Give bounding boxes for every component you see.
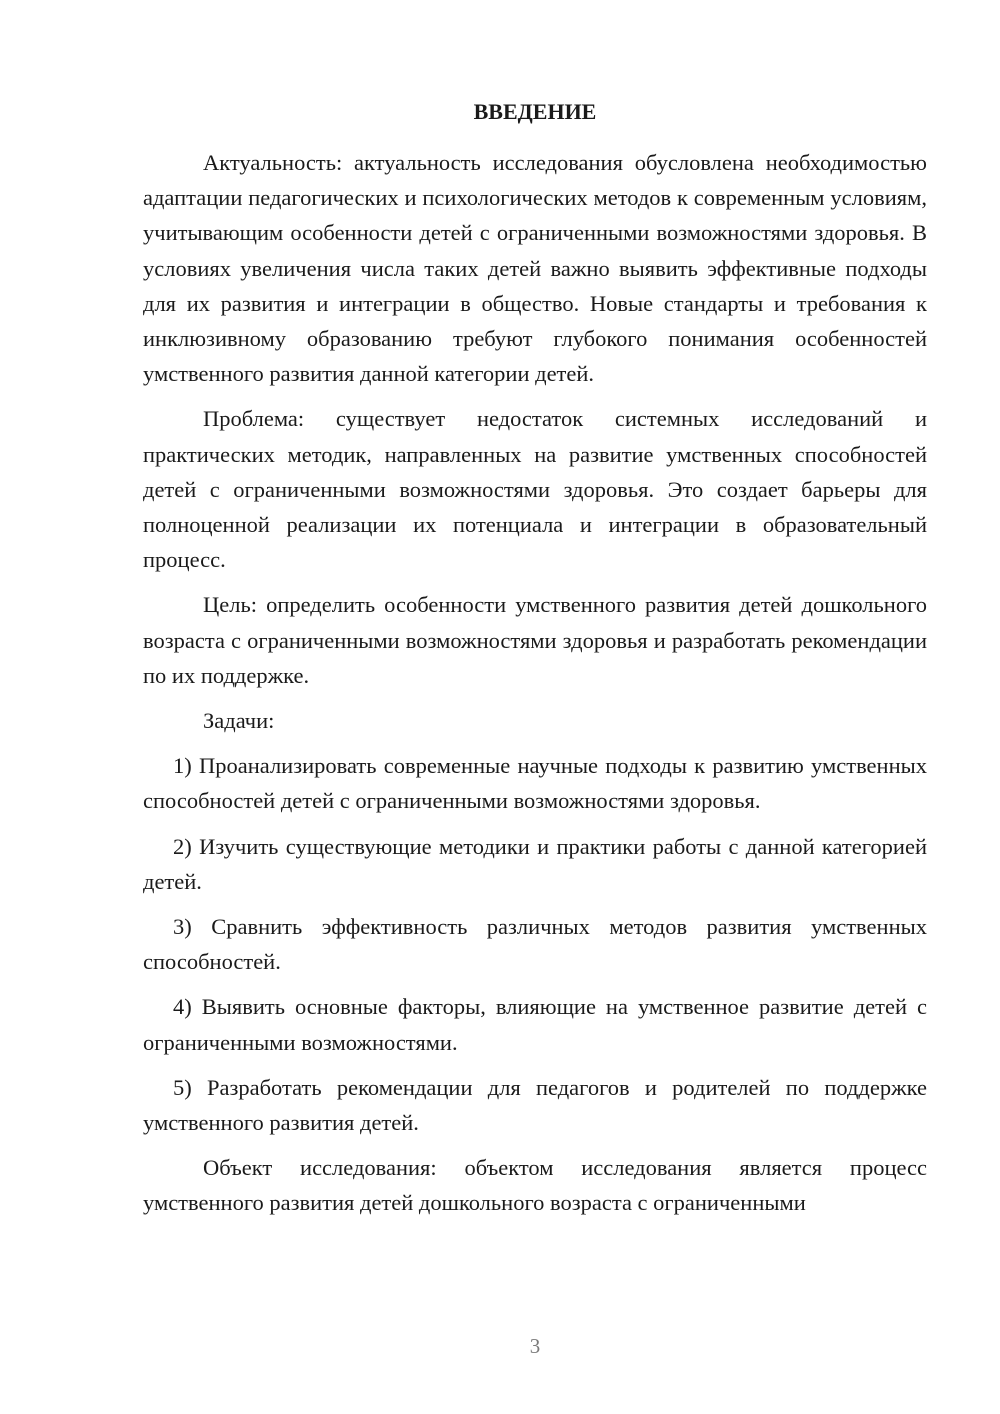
task-item-3: 3) Сравнить эффективность различных методов развития умственных способностей. <box>143 914 927 975</box>
page-number: 3 <box>529 1334 541 1358</box>
document-body <box>143 94 927 1231</box>
task-item-4: 4) Выявить основные факторы, влияющие на умственное развитие детей с ограниченными возможностями. <box>143 994 927 1055</box>
paragraph-goal: Цель: определить особенности умственного развития детей дошкольного возраста с ограниченными возможностями здоровья и разработать рекомендации по их поддержке. <box>143 592 927 688</box>
task-item-2: 2) Изучить существующие методики и практики работы с данной категорией детей. <box>143 833 927 894</box>
paragraph-problem: Проблема: существует недостаток системных исследований и практических методик, направленных на развитие умственных способностей детей с ограниченными возможностями здоровья. Это создает барьеры для полноценной реализации их потенциала и интеграции в образовательный процесс. <box>143 406 927 573</box>
section-title: ВВЕДЕНИЕ <box>473 99 597 124</box>
paragraph-tasks-heading: Задачи: <box>203 708 275 734</box>
paragraph-object: Объект исследования: объектом исследования является процесс умственного развития детей дошкольного возраста с ограниченными <box>143 1155 927 1216</box>
paragraph-relevance: Актуальность: актуальность исследования обусловлена необходимостью адаптации педагогических и психологических методов к современным условиям, учитывающим особенности детей с ограниченными возможностями здоровья. В условиях увеличения числа таких детей важно выявить эффективные подходы для их развития и интеграции в общество. Новые стандарты и требования к инклюзивному образованию требуют глубокого понимания особенностей умственного развития данной категории детей. <box>143 150 927 387</box>
task-item-5: 5) Разработать рекомендации для педагогов и родителей по поддержке умственного развития детей. <box>143 1074 927 1136</box>
task-item-1: 1) Проанализировать современные научные подходы к развитию умственных способностей детей с ограниченными возможностями здоровья. <box>143 753 927 814</box>
